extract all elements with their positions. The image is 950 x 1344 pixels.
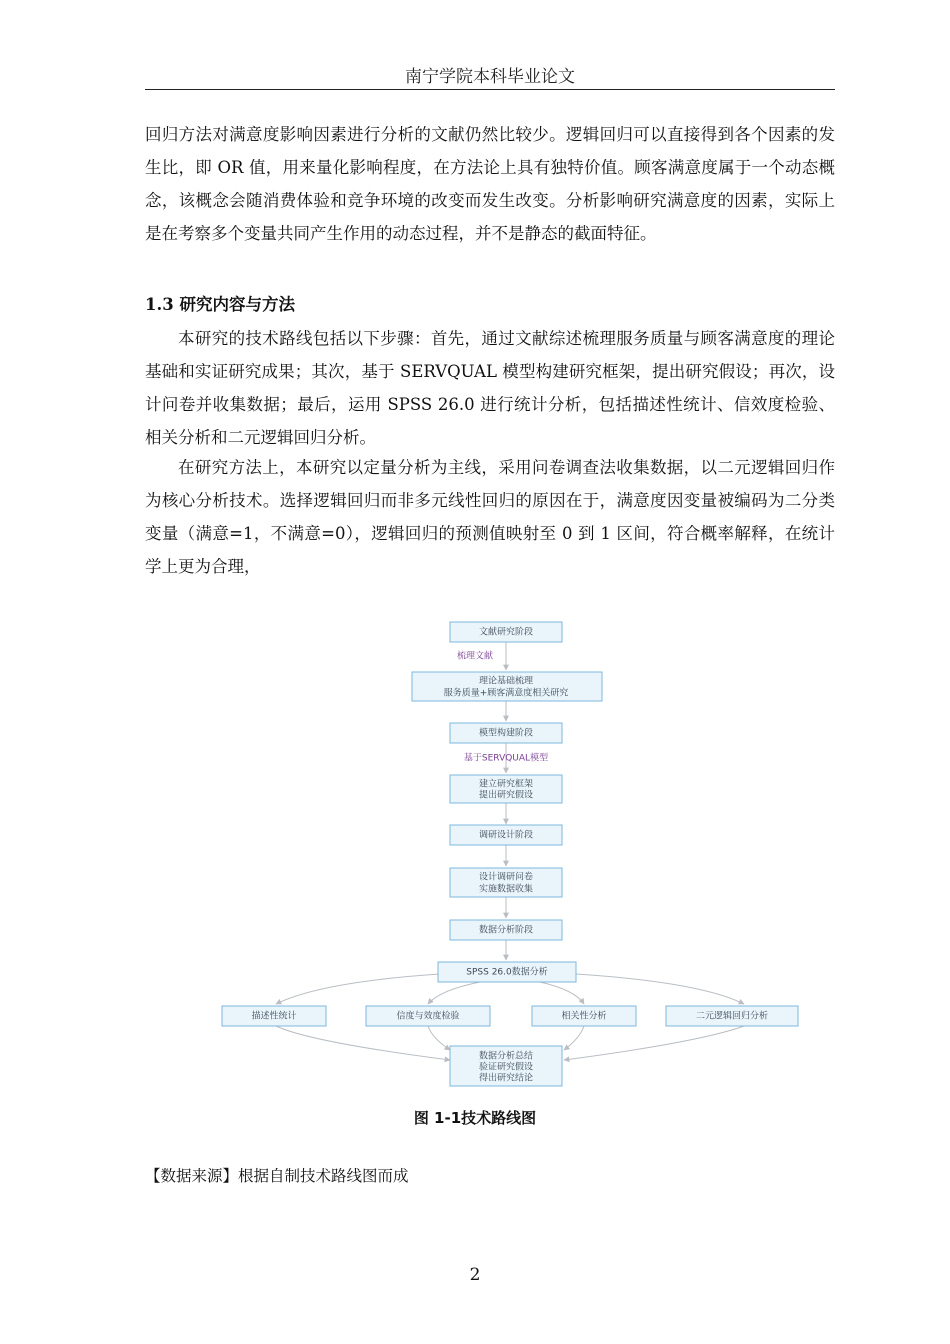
svg-text:服务质量+顾客满意度相关研究: 服务质量+顾客满意度相关研究	[443, 688, 569, 699]
svg-text:验证研究假设: 验证研究假设	[478, 1062, 534, 1073]
page-header: 南宁学院本科毕业论文	[405, 67, 575, 87]
header-rule	[145, 89, 835, 90]
node-descriptive-stats	[222, 1006, 326, 1026]
svg-text:信度与效度检验: 信度与效度检验	[396, 1011, 460, 1022]
data-source-note: 【数据来源】根据自制技术路线图而成	[145, 1167, 409, 1185]
paragraph-2: 本研究的技术路线包括以下步骤：首先，通过文献综述梳理服务质量与顾客满意度的理论基础和实证研究成果；其次，基于 SERVQUAL 模型构建研究框架，提出研究假设；再次，设计问卷并收集数据；最后，运用 SPSS 26.0 进行统计分析，包括描述性统计、信效度检验、相关分析和二元逻辑回归分析。	[145, 329, 835, 447]
svg-text:SPSS 26.0数据分析: SPSS 26.0数据分析	[466, 967, 548, 978]
edge-spss-to-correlation	[540, 982, 584, 1004]
node-survey-design	[450, 868, 562, 897]
edge-correlation-to-summary	[564, 1026, 584, 1050]
svg-text:数据分析总结: 数据分析总结	[478, 1051, 534, 1062]
svg-text:调研设计阶段: 调研设计阶段	[478, 830, 534, 841]
node-framework	[450, 775, 562, 803]
svg-text:模型构建阶段: 模型构建阶段	[478, 728, 534, 739]
node-theory	[412, 672, 602, 701]
node-analysis-stage	[450, 920, 562, 940]
node-survey-stage	[450, 825, 562, 845]
edge-spss-to-reliability	[428, 982, 480, 1004]
edge-spss-to-logit	[576, 974, 744, 1004]
paragraph-3: 在研究方法上，本研究以定量分析为主线，采用问卷调查法收集数据，以二元逻辑回归作为核心分析技术。选择逻辑回归而非多元线性回归的原因在于，满意度因变量被编码为二分类变量（满意=1，不满意=0），逻辑回归的预测值映射至 0 到 1 区间，符合概率解释，在统计学上更为合理，	[145, 458, 835, 576]
svg-text:描述性统计: 描述性统计	[251, 1011, 297, 1022]
node-reliability-validity	[366, 1006, 490, 1026]
svg-text:实施数据收集: 实施数据收集	[478, 884, 534, 895]
svg-text:理论基础梳理: 理论基础梳理	[478, 676, 534, 687]
edge-logit-to-summary	[564, 1026, 744, 1060]
node-literature-stage	[450, 622, 562, 642]
technical-roadmap-figure	[200, 610, 800, 1100]
svg-text:相关性分析: 相关性分析	[561, 1011, 607, 1022]
svg-text:二元逻辑回归分析: 二元逻辑回归分析	[695, 1011, 769, 1022]
figure-caption: 图 1-1技术路线图	[413, 1109, 537, 1127]
edge-desc-to-summary	[276, 1026, 450, 1060]
node-summary	[450, 1046, 562, 1086]
svg-text:提出研究假设: 提出研究假设	[478, 790, 534, 801]
paragraph-1: 回归方法对满意度影响因素进行分析的文献仍然比较少。逻辑回归可以直接得到各个因素的发生比，即 OR 值，用来量化影响程度，在方法论上具有独特价值。顾客满意度属于一个动态概念，该概念会随消费体验和竞争环境的改变而发生改变。分析影响研究满意度的因素，实际上是在考察多个变量共同产生作用的动态过程，并不是静态的截面特征。	[145, 125, 835, 243]
edge-reliability-to-summary	[428, 1026, 450, 1050]
svg-text:数据分析阶段: 数据分析阶段	[478, 925, 534, 936]
edge-spss-to-desc	[276, 974, 440, 1004]
section-heading: 1.3 研究内容与方法	[145, 295, 295, 314]
node-correlation	[532, 1006, 636, 1026]
node-model-stage	[450, 723, 562, 743]
svg-text:得出研究结论: 得出研究结论	[478, 1073, 534, 1084]
edge-label-servqual: 基于SERVQUAL模型	[463, 753, 549, 764]
svg-text:文献研究阶段: 文献研究阶段	[478, 627, 534, 638]
flowchart-svg	[200, 610, 800, 1100]
node-spss-analysis	[438, 962, 576, 982]
page-number: 2	[469, 1265, 481, 1285]
svg-text:设计调研问卷: 设计调研问卷	[478, 872, 534, 883]
edge-label-review: 梳理文献	[456, 651, 494, 662]
svg-text:建立研究框架: 建立研究框架	[478, 779, 534, 790]
flow-edges	[276, 642, 744, 1060]
node-logistic-regression	[666, 1006, 798, 1026]
